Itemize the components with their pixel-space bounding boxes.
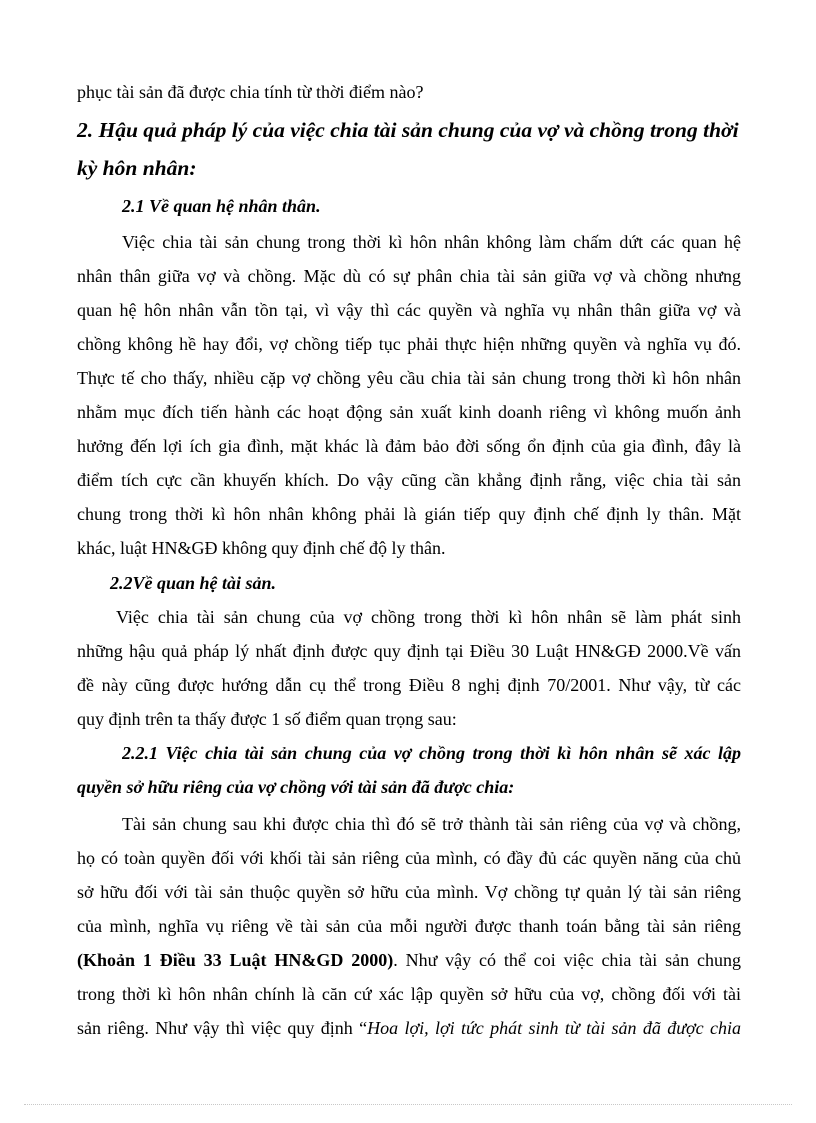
paragraph-3-line: Tài sản chung sau khi được chia thì đó sẽ trở thành tài sản riêng của vợ và chồng, <box>122 814 741 834</box>
subheading-2-1: 2.1 Về quan hệ nhân thân. <box>122 196 321 216</box>
paragraph-1-line: Việc chia tài sản chung trong thời kì hôn nhân không làm chấm dứt các quan hệ <box>122 232 741 252</box>
paragraph-3-line: họ có toàn quyền đối với khối tài sản riêng của mình, có đầy đủ các quyền năng của chủ <box>77 848 741 868</box>
paragraph-2-line: đề này cũng được hướng dẫn cụ thể trong Điều 8 nghị định 70/2001. Như vậy, từ các <box>77 675 741 695</box>
text-line: phục tài sản đã được chia tính từ thời điểm nào? <box>77 82 424 102</box>
paragraph-2-line: quy định trên ta thấy được 1 số điểm quan trọng sau: <box>77 709 457 729</box>
paragraph-3-line <box>77 948 741 972</box>
subheading-2-2-1: 2.2.1 Việc chia tài sản chung của vợ chồng trong thời kì hôn nhân sẽ xác lập <box>122 743 741 763</box>
subheading-2-2-1-cont: quyền sở hữu riêng của vợ chồng với tài sản đã được chia: <box>77 777 515 797</box>
text-run: sản riêng. Như vậy thì việc quy định “ <box>77 1018 368 1038</box>
paragraph-3-line <box>77 1016 741 1040</box>
quoted-text: Hoa lợi, lợi tức phát sinh từ tài sản đã được chia <box>367 1018 741 1038</box>
subheading-2-2: 2.2Về quan hệ tài sản. <box>110 573 277 593</box>
paragraph-1-line: Thực tế cho thấy, nhiều cặp vợ chồng yêu cầu chia tài sản chung trong thời kì hôn nhân <box>77 368 741 388</box>
paragraph-1-line: quan hệ hôn nhân vẫn tồn tại, vì vậy thì các quyền và nghĩa vụ nhân thân giữa vợ và <box>77 300 741 320</box>
paragraph-1-line: hưởng đến lợi ích gia đình, mặt khác là đảm bảo đời sống ổn định của gia đình, đây là <box>77 436 741 456</box>
section-heading-2: 2. Hậu quả pháp lý của việc chia tài sản chung của vợ và chồng trong thời <box>77 118 739 142</box>
paragraph-1-line: khác, luật HN&GĐ không quy định chế độ ly thân. <box>77 538 446 558</box>
paragraph-1-line: điểm tích cực cần khuyến khích. Do vậy cũng cần khẳng định rằng, việc chia tài sản <box>77 470 741 490</box>
page-footer-divider <box>24 1104 792 1105</box>
paragraph-3-line: trong thời kì hôn nhân chính là căn cứ xác lập quyền sở hữu của vợ, chồng đối với tài <box>77 984 741 1004</box>
paragraph-2-line: Việc chia tài sản chung của vợ chồng trong thời kì hôn nhân sẽ làm phát sinh <box>116 607 741 627</box>
section-heading-2-cont: kỳ hôn nhân: <box>77 156 197 180</box>
paragraph-1-line: chồng không hề hay đổi, vợ chồng tiếp tục phải thực hiện những quyền và nghĩa vụ đó. <box>77 334 741 354</box>
legal-citation: (Khoản 1 Điều 33 Luật HN&GD 2000) <box>77 950 394 970</box>
text-run: . Như vậy có thể coi việc chia tài sản chung <box>393 950 741 970</box>
paragraph-1-line: nhằm mục đích tiến hành các hoạt động sản xuất kinh doanh riêng vì không muốn ảnh <box>77 402 741 422</box>
paragraph-2-line: những hậu quả pháp lý nhất định được quy định tại Điều 30 Luật HN&GĐ 2000.Về vấn <box>77 641 741 661</box>
paragraph-1-line: nhân thân giữa vợ và chồng. Mặc dù có sự phân chia tài sản giữa vợ và chồng nhưng <box>77 266 741 286</box>
paragraph-3-line: sở hữu đối với tài sản thuộc quyền sở hữu của mình. Vợ chồng tự quản lý tài sản riêng <box>77 882 741 902</box>
paragraph-1-line: chung trong thời kì hôn nhân không phải là gián tiếp quy định chế định ly thân. Mặt <box>77 504 741 524</box>
paragraph-3-line: của mình, nghĩa vụ riêng về tài sản của mỗi người được thanh toán bằng tài sản riêng <box>77 916 741 936</box>
